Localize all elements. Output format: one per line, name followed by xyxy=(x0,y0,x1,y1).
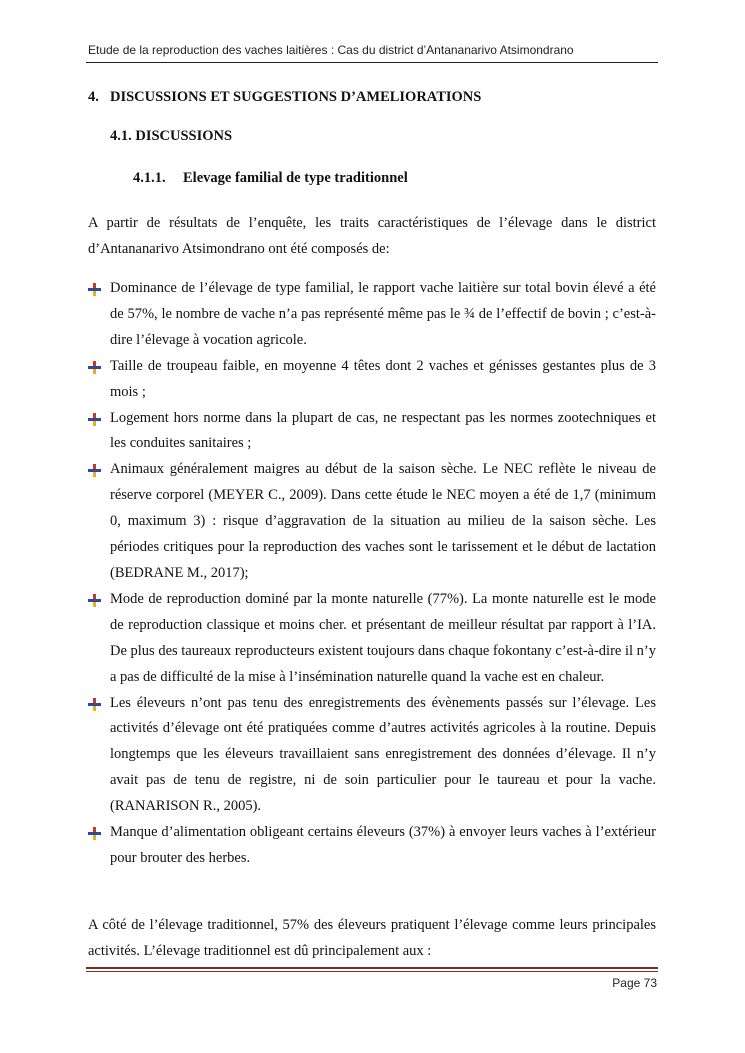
running-header: Etude de la reproduction des vaches laitières : Cas du district d’Antananarivo Atsimondrano xyxy=(88,43,574,57)
footer-rule-thin xyxy=(86,971,658,972)
list-item xyxy=(88,457,656,587)
subsubsection-title: Elevage familial de type traditionnel xyxy=(183,170,408,186)
bullet-text: Les éleveurs n’ont pas tenu des enregistrements des évènements passés sur l’élevage. Les activités d’élevage ont été pratiquées comme d’autres activités agricoles à la routine. Depuis longtemps que les éleveurs travaillaient sans enregistrement des données d’élevage. Il n’y avait pas de tenu de registre, ni de soin particulier pour le taureau et pour la vache. (RANARISON R., 2005). xyxy=(110,694,656,815)
bullet-list xyxy=(88,276,656,872)
list-item xyxy=(88,406,656,458)
bullet-text: Dominance de l’élevage de type familial, le rapport vache laitière sur total bovin élevé a été de 57%, le nombre de vache n’a pas représenté même pas le ¾ de l’effectif de bovin ; c’est-à-dire l’élevage à vocation agricole. xyxy=(110,280,656,348)
list-item xyxy=(88,587,656,691)
bullet-text: Taille de troupeau faible, en moyenne 4 têtes dont 2 vaches et génisses gestantes plus de 3 mois ; xyxy=(110,357,656,400)
list-item xyxy=(88,354,656,406)
bullet-text: Manque d’alimentation obligeant certains éleveurs (37%) à envoyer leurs vaches à l’extérieur pour brouter des herbes. xyxy=(110,824,656,866)
bullet-text: Mode de reproduction dominé par la monte naturelle (77%). La monte naturelle est le mode de reproduction classique et moins cher. et présentant de meilleur résultat par rapport à l’IA. De plus des taureaux reproducteurs existent toujours dans chaque fokontany c’est-à-dire il n’y a pas de difficulté de la mise à l’insémination naturelle quand la vache est en chaleur. xyxy=(110,590,656,685)
bullet-icon xyxy=(88,827,101,840)
closing-paragraph: A côté de l’élevage traditionnel, 57% des éleveurs pratiquent l’élevage comme leurs principales activités. L’élevage traditionnel est dû principalement aux : xyxy=(88,917,656,959)
bullet-icon xyxy=(88,464,101,477)
bullet-icon xyxy=(88,361,101,374)
list-item xyxy=(88,820,656,872)
bullet-icon xyxy=(88,283,101,296)
subsubsection-heading xyxy=(133,170,408,187)
bullet-text: Animaux généralement maigres au début de la saison sèche. Le NEC reflète le niveau de réserve corporel (MEYER C., 2009). Dans cette étude le NEC moyen a été de 1,7 (minimum 0, maximum 3) : risque d’aggravation de la situation au milieu de la saison sèche. Les périodes critiques pour la reproduction des vaches sont le tarissement et le début de lactation (BEDRANE M., 2017); xyxy=(110,461,656,581)
subsection-heading: 4.1. DISCUSSIONS xyxy=(110,128,233,144)
footer-rule-thick xyxy=(86,967,658,969)
list-item xyxy=(88,276,656,354)
bullet-icon xyxy=(88,698,101,711)
bullet-icon xyxy=(88,413,101,426)
page-number: Page 73 xyxy=(612,976,657,990)
section-number: 4. xyxy=(88,89,99,105)
intro-paragraph: A partir de résultats de l’enquête, les traits caractéristiques de l’élevage dans le district d’Antananarivo Atsimondrano ont été composés de: xyxy=(88,215,656,257)
bullet-text: Logement hors norme dans la plupart de cas, ne respectant pas les normes zootechniques et les conduites sanitaires ; xyxy=(110,409,656,452)
bullet-icon xyxy=(88,594,101,607)
section-heading xyxy=(88,89,481,106)
section-title: DISCUSSIONS ET SUGGESTIONS D’AMELIORATIONS xyxy=(110,89,482,105)
list-item xyxy=(88,691,656,821)
header-rule xyxy=(86,62,658,63)
subsubsection-number: 4.1.1. xyxy=(133,170,166,186)
